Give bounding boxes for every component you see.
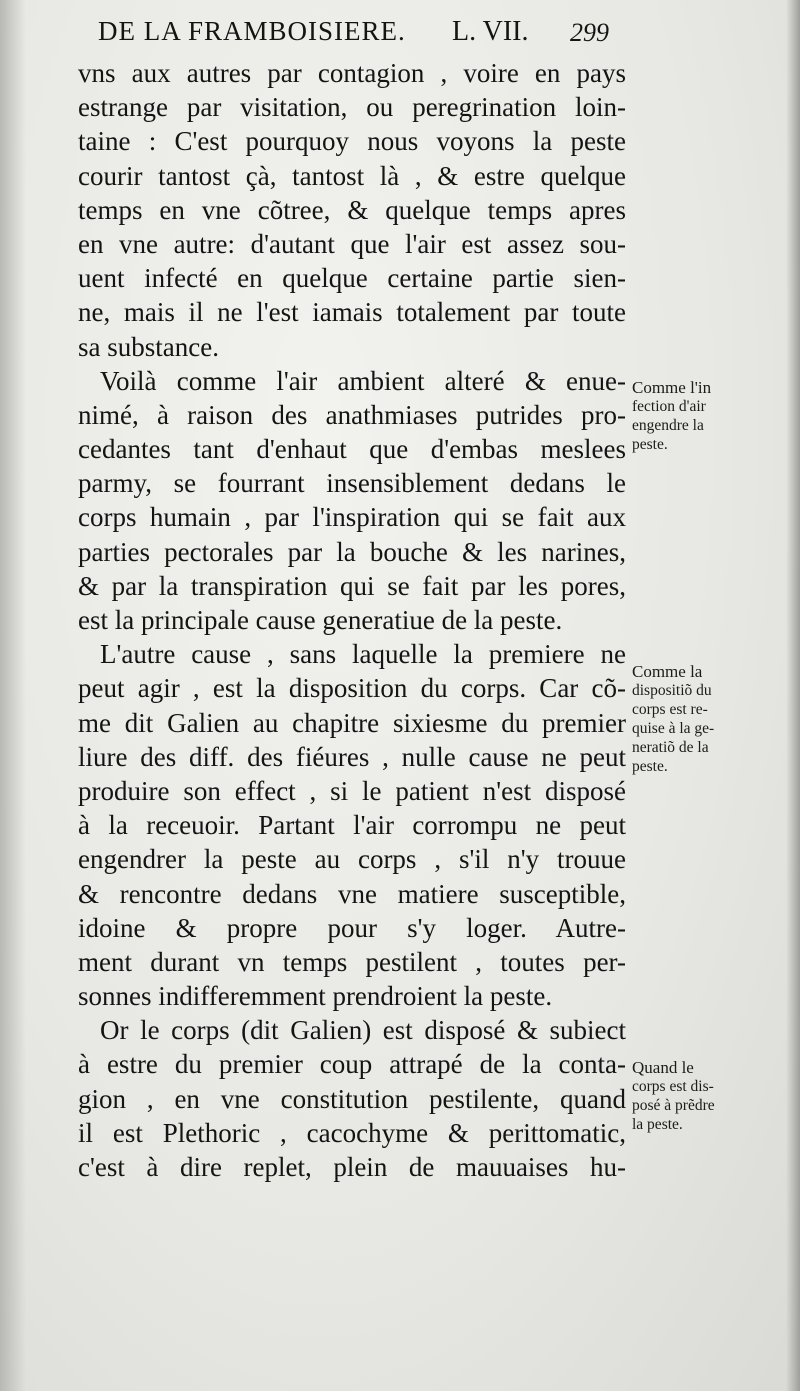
text-line: & rencontre dedans vne matiere susceptible, bbox=[78, 878, 626, 909]
text-line: sa substance. bbox=[78, 331, 219, 362]
page-number: 299 bbox=[570, 18, 609, 47]
text-line: me dit Galien au chapitre sixiesme du premier bbox=[78, 707, 626, 738]
text-line: à la receuoir. Partant l'air corrompu ne peut bbox=[78, 810, 626, 841]
text-line: L'autre cause , sans laquelle la premiere ne bbox=[100, 639, 626, 670]
text-line: produire son effect , si le patient n'est disposé bbox=[78, 775, 626, 806]
text-line: peut agir , est la disposition du corps. Car cõ- bbox=[78, 673, 626, 704]
text-line: sonnes indifferemment prendroient la peste. bbox=[78, 981, 553, 1012]
margin-note-1 bbox=[632, 378, 750, 454]
text-line: en vne autre: d'autant que l'air est assez sou- bbox=[78, 228, 626, 259]
text-line: uent infecté en quelque certaine partie sien- bbox=[78, 263, 626, 294]
margin-note-line: Comme la bbox=[632, 662, 703, 681]
margin-note-line: corps est re- bbox=[632, 701, 708, 718]
text-line: temps en vne cõtree, & quelque temps apres bbox=[78, 194, 626, 225]
text-line: est la principale cause generatiue de la peste. bbox=[78, 605, 563, 635]
text-line: parties pectorales par la bouche & les narines, bbox=[78, 536, 626, 567]
margin-note-2 bbox=[632, 662, 750, 776]
margin-note-line: fection d'air bbox=[632, 398, 706, 415]
text-line: idoine & propre pour s'y loger. Autre- bbox=[78, 912, 626, 943]
text-line: à estre du premier coup attrapé de la conta- bbox=[78, 1049, 626, 1080]
margin-note-line: Quand le bbox=[632, 1058, 694, 1077]
main-text bbox=[78, 56, 626, 1184]
margin-note-line: dispositiõ du bbox=[632, 682, 712, 699]
page-header bbox=[0, 16, 800, 56]
paragraph-3 bbox=[78, 637, 626, 1013]
text-line: & par la transpiration qui se fait par les pores, bbox=[78, 570, 626, 601]
text-line: ne, mais il ne l'est iamais totalement par toute bbox=[78, 297, 626, 328]
margin-note-line: engendre la bbox=[632, 417, 704, 434]
margin-note-line: neratiõ de la bbox=[632, 739, 709, 756]
book-number: L. VII. bbox=[452, 16, 529, 47]
margin-note-line: posé à prẽdre bbox=[632, 1097, 715, 1114]
paragraph-1 bbox=[78, 56, 626, 364]
margin-note-line: Comme l'in bbox=[632, 378, 712, 397]
text-line: ment durant vn temps pestilent , toutes per- bbox=[78, 946, 626, 977]
margin-note-line: quise à la ge- bbox=[632, 720, 715, 737]
text-line: liure des diff. des fiéures , nulle cause ne peut bbox=[78, 741, 626, 772]
text-line: gion , en vne constitution pestilente, quand bbox=[78, 1083, 626, 1114]
margin-note-line: peste. bbox=[632, 436, 668, 453]
text-line: Voilà comme l'air ambient alteré & enue- bbox=[100, 365, 626, 396]
margin-note-line: la peste. bbox=[632, 1116, 683, 1133]
text-line: cedantes tant d'enhaut que d'embas meslees bbox=[78, 434, 626, 465]
text-line: engendrer la peste au corps , s'il n'y trouue bbox=[78, 844, 626, 875]
text-line: c'est à dire replet, plein de mauuaises hu- bbox=[78, 1152, 626, 1182]
paragraph-4 bbox=[78, 1013, 626, 1184]
text-line: vns aux autres par contagion , voire en pays bbox=[78, 58, 626, 88]
margin-note-line: peste. bbox=[632, 758, 668, 775]
running-title: DE LA FRAMBOISIERE. bbox=[98, 16, 406, 46]
text-line: il est Plethoric , cacochyme & perittomatic, bbox=[78, 1117, 626, 1148]
text-line: estrange par visitation, ou peregrination loin- bbox=[78, 92, 626, 123]
paragraph-2 bbox=[78, 364, 626, 638]
margin-note-line: corps est dis- bbox=[632, 1078, 714, 1095]
text-line: taine : C'est pourquoy nous voyons la peste bbox=[78, 126, 626, 157]
margin-note-3 bbox=[632, 1058, 750, 1134]
text-line: Or le corps (dit Galien) est disposé & subiect bbox=[100, 1015, 626, 1046]
text-line: parmy, se fourrant insensiblement dedans le bbox=[78, 468, 626, 499]
text-line: corps humain , par l'inspiration qui se fait aux bbox=[78, 502, 626, 533]
text-line: courir tantost çà, tantost là , & estre quelque bbox=[78, 160, 626, 191]
text-line: nimé, à raison des anathmiases putrides pro- bbox=[78, 399, 626, 430]
